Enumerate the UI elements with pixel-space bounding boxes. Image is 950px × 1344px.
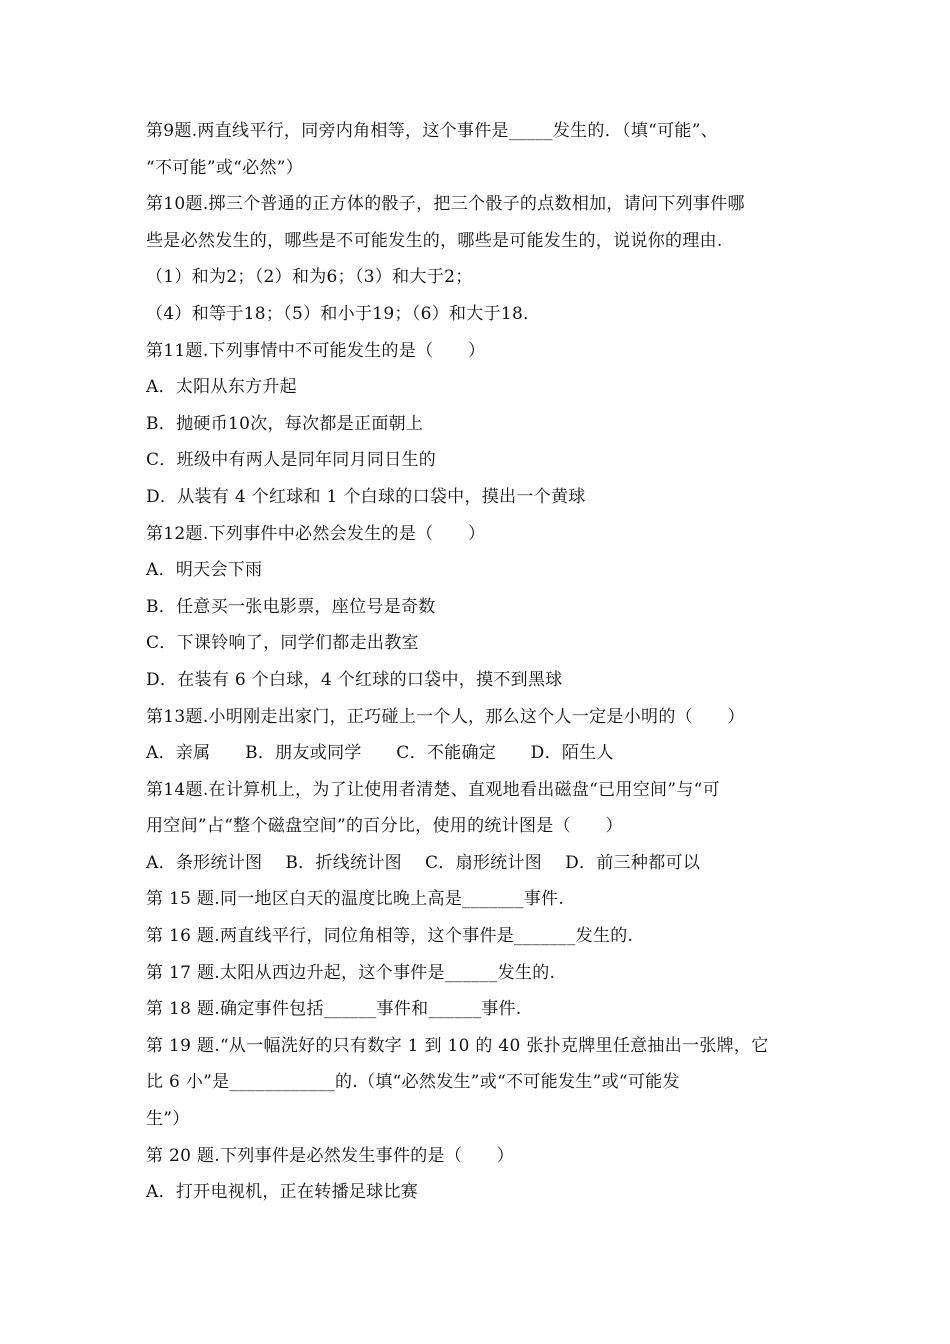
q11-stem: 第11题.下列事情中不可能发生的是（ ） [146,340,486,361]
q16-stem: 第 16 题.两直线平行，同位角相等，这个事件是_______发生的. [146,926,634,947]
q14-line-1: 第14题.在计算机上，为了让使用者清楚、直观地看出磁盘“已用空间”与“可 [146,779,720,800]
q10-items-2: （4）和等于18；（5）和小于19；（6）和大于18． [146,303,541,324]
q12-option-b: B．任意买一张电影票，座位号是奇数 [146,596,436,617]
q20-option-a: A．打开电视机，正在转播足球比赛 [146,1182,419,1203]
q11-option-a: A．太阳从东方升起 [146,377,297,398]
q14-line-2: 用空间”占“整个磁盘空间”的百分比，使用的统计图是（ ） [146,816,623,837]
q11-option-d: D．从装有 4 个红球和 1 个白球的口袋中，摸出一个黄球 [146,486,586,507]
q12-option-a: A．明天会下雨 [146,560,263,581]
q12-option-d: D．在装有 6 个白球，4 个红球的口袋中，摸不到黑球 [146,669,563,690]
q13-options: A．亲属 B．朋友或同学 C．不能确定 D．陌生人 [146,743,614,764]
q10-line-2: 些是必然发生的，哪些是不可能发生的，哪些是可能发生的，说说你的理由. [146,230,723,251]
q20-stem: 第 20 题.下列事件是必然发生事件的是（ ） [146,1145,515,1166]
q17-stem: 第 17 题.太阳从西边升起，这个事件是______发生的. [146,962,556,983]
question-text-block [146,113,806,1211]
q18-stem: 第 18 题.确定事件包括______事件和______事件. [146,999,522,1020]
q10-items-1: （1）和为2；（2）和为6；（3）和大于2； [146,267,473,288]
q11-option-c: C．班级中有两人是同年同月同日生的 [146,450,437,471]
q9-line-2: “不可能”或“必然”） [146,157,304,178]
q15-stem: 第 15 题.同一地区白天的温度比晚上高是_______事件. [146,889,565,910]
q9-line-1: 第9题.两直线平行，同旁内角相等，这个事件是_____发生的．（填“可能”、 [146,121,718,141]
q11-option-b: B．抛硬币10次，每次都是正面朝上 [146,413,424,434]
q13-stem: 第13题.小明刚走出家门，正巧碰上一个人，那么这个人一定是小明的（ ） [146,706,745,727]
q10-line-1: 第10题.掷三个普通的正方体的骰子，把三个骰子的点数相加，请问下列事件哪 [146,194,745,215]
q14-options: A．条形统计图 B．折线统计图 C．扇形统计图 D．前三种都可以 [146,852,701,873]
q12-option-c: C．下课铃响了，同学们都走出教室 [146,633,419,654]
q19-line-2: 比 6 小”是____________的.（填“必然发生”或“不可能发生”或“可能发 [146,1072,680,1093]
q19-line-1: 第 19 题.“从一幅洗好的只有数字 1 到 10 的 40 张扑克牌里任意抽出一张牌，它 [146,1035,769,1056]
q12-stem: 第12题.下列事件中必然会发生的是（ ） [146,523,486,544]
q19-line-3: 生”） [146,1109,190,1130]
